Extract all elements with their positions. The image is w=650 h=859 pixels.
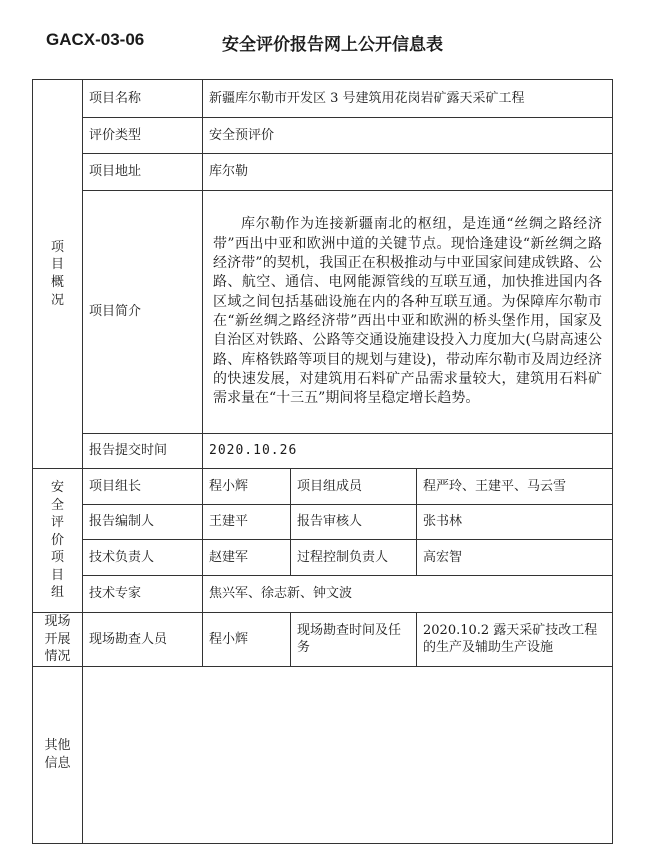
author-value: 王建平 xyxy=(203,505,291,540)
members-label: 项目组成员 xyxy=(291,469,417,505)
row-eval-type xyxy=(33,118,613,154)
row-site xyxy=(33,613,613,667)
row-project-name xyxy=(33,80,613,118)
tech-lead-label: 技术负责人 xyxy=(83,540,203,576)
inspection-time-label: 现场勘查时间及任务 xyxy=(291,613,417,667)
row-other xyxy=(33,666,613,843)
author-label: 报告编制人 xyxy=(83,505,203,540)
experts-label: 技术专家 xyxy=(83,576,203,613)
tech-lead-value: 赵建军 xyxy=(203,540,291,576)
process-lead-value: 高宏智 xyxy=(417,540,613,576)
leader-label: 项目组长 xyxy=(83,469,203,505)
section-site xyxy=(33,613,83,667)
submit-time-label: 报告提交时间 xyxy=(83,434,203,469)
section-other xyxy=(33,666,83,843)
row-tech xyxy=(33,540,613,576)
inspector-value: 程小辉 xyxy=(203,613,291,667)
row-author xyxy=(33,505,613,540)
inspector-label: 现场勘查人员 xyxy=(83,613,203,667)
address-value: 库尔勒 xyxy=(203,154,613,191)
document-title: 安全评价报告网上公开信息表 xyxy=(222,35,443,55)
row-experts xyxy=(33,576,613,613)
row-leader xyxy=(33,469,613,505)
process-lead-label: 过程控制负责人 xyxy=(291,540,417,576)
row-intro xyxy=(33,191,613,434)
inspection-time-value: 2020.10.2 露天采矿技改工程的生产及辅助生产设施 xyxy=(417,613,613,667)
eval-type-value: 安全预评价 xyxy=(203,118,613,154)
submit-time-value: 2020.10.26 xyxy=(203,434,613,469)
leader-value: 程小辉 xyxy=(203,469,291,505)
section-label: 项目概况 xyxy=(50,239,64,308)
section-team xyxy=(33,469,83,613)
intro-label: 项目简介 xyxy=(83,191,203,434)
reviewer-value: 张书林 xyxy=(417,505,613,540)
document-code: GACX-03-06 xyxy=(46,30,145,49)
section-project-overview xyxy=(33,80,83,469)
other-info-value xyxy=(83,666,613,843)
row-submit-time xyxy=(33,434,613,469)
intro-text: 库尔勒作为连接新疆南北的枢纽，是连通“丝绸之路经济带”西出中亚和欧洲中道的关键节点。现恰逢建设“新丝绸之路经济带”的契机，我国正在积极推动与中亚国家间建成铁路、公路、航空、通信、电网能源管线的互联互通，加快推进国内各区域之间包括基础设施在内的各种互联互通。为保障库尔勒市在“新丝绸之路经济带”西出中亚和欧洲的桥头堡作用，国家及自治区对铁路、公路等交通设施建设投入力度加大(乌尉高速公路、库格铁路等项目的规划与建设)，带动库尔勒市及周边经济的快速发展，对建筑用石料矿产品需求量较大，建筑用石料矿需求量在“十三五”期间将呈稳定增长趋势。 xyxy=(213,216,602,407)
eval-type-label: 评价类型 xyxy=(83,118,203,154)
experts-value: 焦兴军、徐志新、钟文波 xyxy=(203,576,613,613)
project-name-value: 新疆库尔勒市开发区 3 号建筑用花岗岩矿露天采矿工程 xyxy=(203,80,613,118)
intro-value-cell xyxy=(203,191,613,434)
section-label: 现场开展情况 xyxy=(44,614,71,665)
section-label: 安全评价项目组 xyxy=(50,480,64,601)
reviewer-label: 报告审核人 xyxy=(291,505,417,540)
row-address xyxy=(33,154,613,191)
address-label: 项目地址 xyxy=(83,154,203,191)
section-label: 其他信息 xyxy=(44,738,71,771)
project-name-label: 项目名称 xyxy=(83,80,203,118)
members-value: 程严玲、王建平、马云雪 xyxy=(417,469,613,505)
info-table xyxy=(32,79,613,844)
